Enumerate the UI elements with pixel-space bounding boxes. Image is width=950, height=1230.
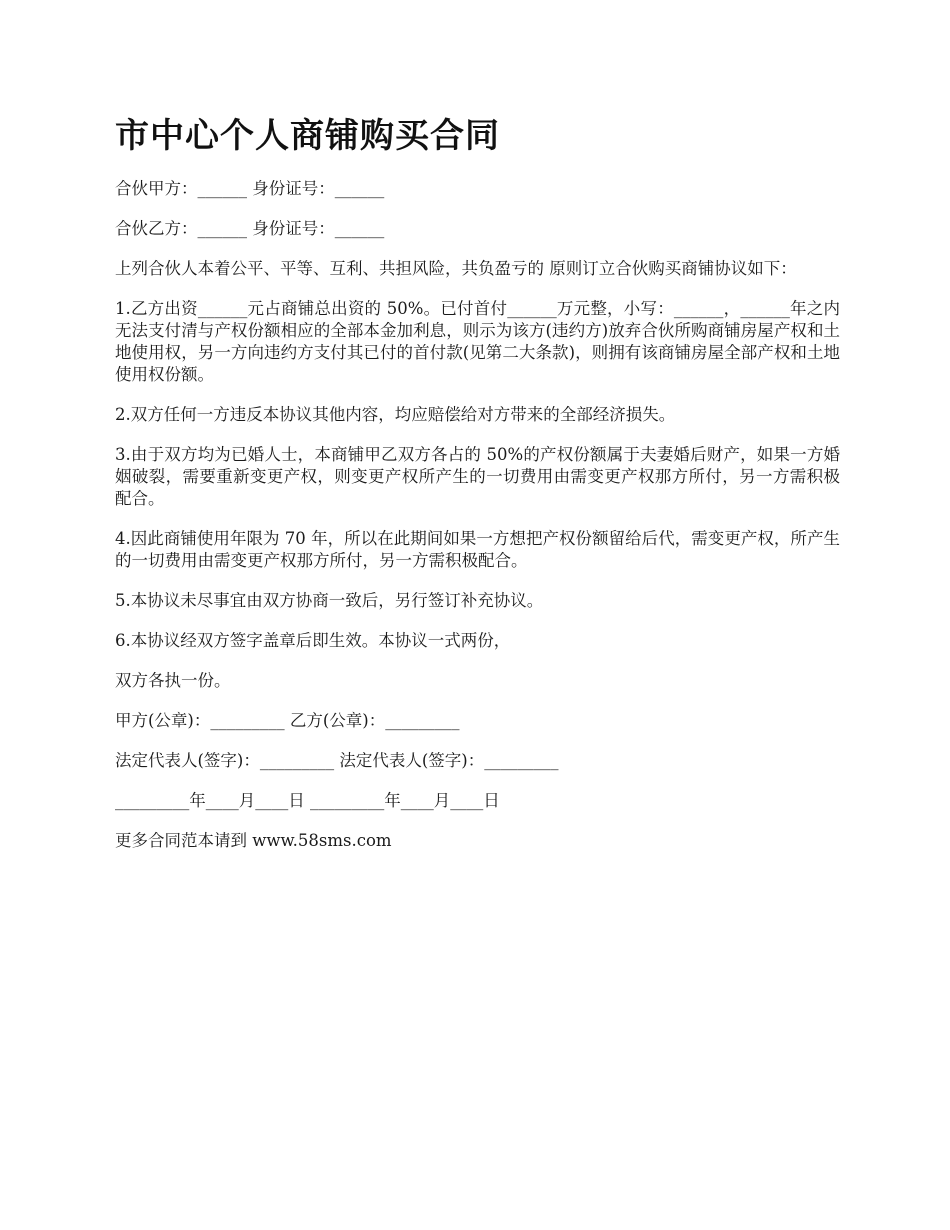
clause-3: 3.由于双方均为已婚人士，本商铺甲乙双方各占的 50%的产权份额属于夫妻婚后财产，如果一方婚姻破裂，需要重新变更产权，则变更产权所产生的一切费用由需变更产权那方所付，另一方需积极配合。	[115, 445, 840, 508]
clause-1: 1.乙方出资______元占商铺总出资的 50%。已付首付______万元整，小写：______，______年之内无法支付清与产权份额相应的全部本金加利息，则示为该方(违约方)放弃合伙所购商铺房屋产权和土地使用权，另一方向违约方支付其已付的首付款(见第二大条款)，则拥有该商铺房屋全部产权和土地使用权份额。	[115, 299, 840, 384]
clause-5: 5.本协议未尽事宜由双方协商一致后，另行签订补充协议。	[115, 591, 544, 610]
clause-2: 2.双方任何一方违反本协议其他内容，均应赔偿给对方带来的全部经济损失。	[115, 405, 676, 424]
clause-6: 6.本协议经双方签字盖章后即生效。本协议一式两份，	[115, 631, 511, 650]
seal-line: 甲方(公章)：_________ 乙方(公章)：_________	[115, 711, 460, 730]
party-a-line: 合伙甲方：______ 身份证号：______	[115, 179, 385, 198]
date-line: _________年____月____日 _________年____月____日	[115, 791, 500, 810]
copies-line: 双方各执一份。	[115, 671, 231, 690]
signature-line: 法定代表人(签字)：_________ 法定代表人(签字)：_________	[115, 751, 559, 770]
clause-4: 4.因此商铺使用年限为 70 年，所以在此期间如果一方想把产权份额留给后代，需变更产权，所产生的一切费用由需变更产权那方所付，另一方需积极配合。	[115, 529, 840, 570]
footer-note: 更多合同范本请到 www.58sms.com	[115, 831, 392, 850]
party-b-line: 合伙乙方：______ 身份证号：______	[115, 219, 385, 238]
document-title: 市中心个人商铺购买合同	[115, 116, 500, 156]
document-page	[115, 112, 840, 870]
preamble-paragraph: 上列合伙人本着公平、平等、互利、共担风险，共负盈亏的 原则订立合伙购买商铺协议如下：	[115, 259, 797, 278]
